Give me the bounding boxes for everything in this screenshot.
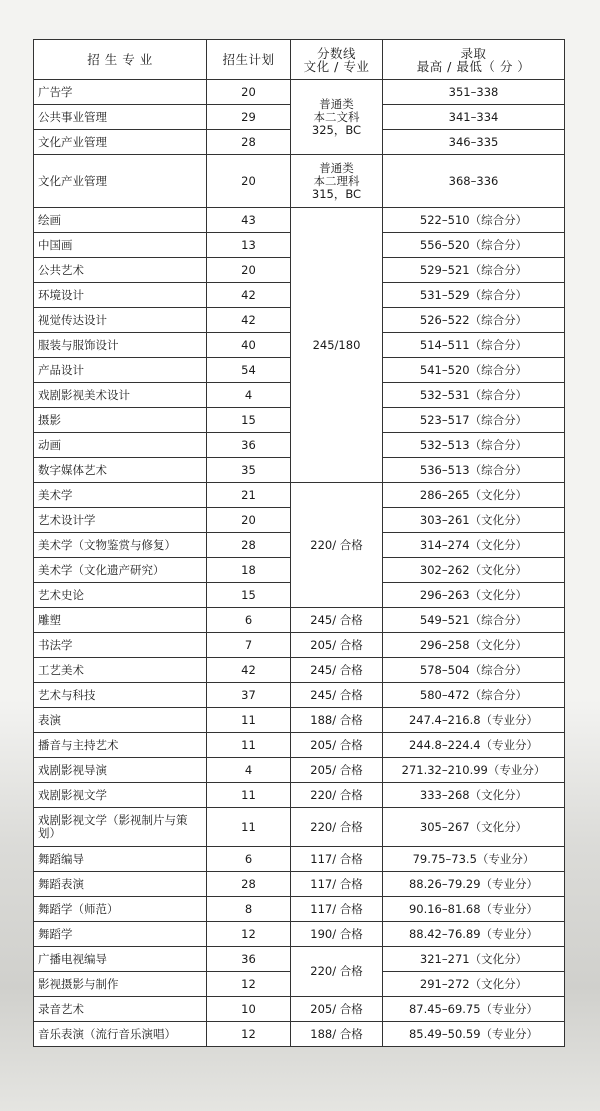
- table-row: [34, 872, 565, 897]
- score-cell: 87.45–69.75（专业分）: [383, 997, 565, 1022]
- line-cell: 205/ 合格: [291, 758, 383, 783]
- score-cell: 556–520（综合分）: [383, 233, 565, 258]
- plan-cell: 15: [207, 408, 291, 433]
- plan-cell: 12: [207, 1022, 291, 1047]
- score-cell: 532–531（综合分）: [383, 383, 565, 408]
- plan-cell: 4: [207, 758, 291, 783]
- score-cell: 526–522（综合分）: [383, 308, 565, 333]
- header-score-2: 最高 / 最低（ 分 ）: [416, 58, 531, 74]
- major-cell: 艺术史论: [34, 583, 207, 608]
- major-cell: 舞蹈学: [34, 922, 207, 947]
- score-cell: 351–338: [383, 80, 565, 105]
- plan-cell: 28: [207, 533, 291, 558]
- score-cell: 578–504（综合分）: [383, 658, 565, 683]
- major-cell: 公共艺术: [34, 258, 207, 283]
- score-cell: 549–521（综合分）: [383, 608, 565, 633]
- plan-cell: 18: [207, 558, 291, 583]
- major-cell: 舞蹈编导: [34, 847, 207, 872]
- score-line-wenke: [291, 80, 383, 155]
- plan-cell: 42: [207, 658, 291, 683]
- plan-cell: 12: [207, 922, 291, 947]
- plan-cell: 4: [207, 383, 291, 408]
- plan-cell: 7: [207, 633, 291, 658]
- line-wenke-1: 普通类: [319, 96, 354, 111]
- line-cell: 245/ 合格: [291, 658, 383, 683]
- score-cell: 536–513（综合分）: [383, 458, 565, 483]
- score-cell: 302–262（文化分）: [383, 558, 565, 583]
- line-cell: 220/ 合格: [291, 808, 383, 847]
- plan-cell: 21: [207, 483, 291, 508]
- score-cell: 296–258（文化分）: [383, 633, 565, 658]
- plan-cell: 20: [207, 155, 291, 208]
- major-cell: 美术学（文物鉴赏与修复）: [34, 533, 207, 558]
- major-cell: 工艺美术: [34, 658, 207, 683]
- header-score: [383, 40, 565, 80]
- table-row: [34, 683, 565, 708]
- major-cell: 舞蹈学（师范）: [34, 897, 207, 922]
- major-cell: 戏剧影视文学: [34, 783, 207, 808]
- line-like-3: 315，BC: [311, 186, 362, 201]
- plan-cell: 20: [207, 258, 291, 283]
- table-row: [34, 208, 565, 233]
- major-cell: 艺术与科技: [34, 683, 207, 708]
- score-cell: 291–272（文化分）: [383, 972, 565, 997]
- score-cell: 532–513（综合分）: [383, 433, 565, 458]
- score-line-broadcast: 220/ 合格: [291, 947, 383, 997]
- plan-cell: 11: [207, 808, 291, 847]
- line-cell: 205/ 合格: [291, 997, 383, 1022]
- major-cell: 舞蹈表演: [34, 872, 207, 897]
- score-cell: 247.4–216.8（专业分）: [383, 708, 565, 733]
- line-cell: 190/ 合格: [291, 922, 383, 947]
- major-cell: 摄影: [34, 408, 207, 433]
- header-line: [291, 40, 383, 80]
- table-row: [34, 155, 565, 208]
- table-row: [34, 783, 565, 808]
- table-row: [34, 758, 565, 783]
- score-cell: 523–517（综合分）: [383, 408, 565, 433]
- table-row: [34, 1022, 565, 1047]
- score-cell: 305–267（文化分）: [383, 808, 565, 847]
- plan-cell: 42: [207, 308, 291, 333]
- table-row: [34, 708, 565, 733]
- plan-cell: 8: [207, 897, 291, 922]
- table-row: [34, 483, 565, 508]
- plan-cell: 36: [207, 947, 291, 972]
- plan-cell: 20: [207, 508, 291, 533]
- major-cell: 公共事业管理: [34, 105, 207, 130]
- plan-cell: 10: [207, 997, 291, 1022]
- major-cell: 动画: [34, 433, 207, 458]
- line-cell: 117/ 合格: [291, 872, 383, 897]
- line-wenke-3: 325，BC: [311, 122, 362, 137]
- major-cell: 美术学（文化遗产研究）: [34, 558, 207, 583]
- score-cell: 90.16–81.68（专业分）: [383, 897, 565, 922]
- line-cell: 205/ 合格: [291, 733, 383, 758]
- score-cell: 79.75–73.5（专业分）: [383, 847, 565, 872]
- table-row: [34, 947, 565, 972]
- plan-cell: 6: [207, 608, 291, 633]
- header-line-1: 分数线: [316, 45, 356, 61]
- score-cell: 341–334: [383, 105, 565, 130]
- table-row: [34, 847, 565, 872]
- plan-cell: 6: [207, 847, 291, 872]
- major-cell: 雕塑: [34, 608, 207, 633]
- plan-cell: 37: [207, 683, 291, 708]
- line-wenke-2: 本二文科: [313, 109, 360, 124]
- major-cell: 中国画: [34, 233, 207, 258]
- major-cell: 艺术设计学: [34, 508, 207, 533]
- score-line-art-zonghe: 245/180: [291, 208, 383, 483]
- plan-cell: 15: [207, 583, 291, 608]
- major-cell: 表演: [34, 708, 207, 733]
- score-cell: 85.49–50.59（专业分）: [383, 1022, 565, 1047]
- line-cell: 245/ 合格: [291, 683, 383, 708]
- major-cell: 戏剧影视美术设计: [34, 383, 207, 408]
- major-cell: 产品设计: [34, 358, 207, 383]
- line-cell: 117/ 合格: [291, 847, 383, 872]
- admission-table: [33, 39, 565, 1047]
- plan-cell: 35: [207, 458, 291, 483]
- major-cell: 文化产业管理: [34, 155, 207, 208]
- major-cell: 数字媒体艺术: [34, 458, 207, 483]
- score-cell: 368–336: [383, 155, 565, 208]
- plan-cell: 12: [207, 972, 291, 997]
- score-cell: 580–472（综合分）: [383, 683, 565, 708]
- plan-cell: 28: [207, 872, 291, 897]
- score-cell: 522–510（综合分）: [383, 208, 565, 233]
- score-line-like: [291, 155, 383, 208]
- score-cell: 244.8–224.4（专业分）: [383, 733, 565, 758]
- major-cell: 戏剧影视文学（影视制片与策划）: [34, 808, 207, 847]
- score-cell: 271.32–210.99（专业分）: [383, 758, 565, 783]
- header-line-2: 文化 / 专业: [303, 58, 370, 74]
- score-cell: 303–261（文化分）: [383, 508, 565, 533]
- plan-cell: 42: [207, 283, 291, 308]
- major-cell: 播音与主持艺术: [34, 733, 207, 758]
- major-cell: 音乐表演（流行音乐演唱）: [34, 1022, 207, 1047]
- table-row: [34, 808, 565, 847]
- table-row: [34, 608, 565, 633]
- plan-cell: 40: [207, 333, 291, 358]
- line-cell: 220/ 合格: [291, 783, 383, 808]
- line-cell: 245/ 合格: [291, 608, 383, 633]
- plan-cell: 29: [207, 105, 291, 130]
- score-cell: 296–263（文化分）: [383, 583, 565, 608]
- plan-cell: 20: [207, 80, 291, 105]
- plan-cell: 36: [207, 433, 291, 458]
- major-cell: 影视摄影与制作: [34, 972, 207, 997]
- plan-cell: 11: [207, 783, 291, 808]
- table-row: [34, 997, 565, 1022]
- score-cell: 333–268（文化分）: [383, 783, 565, 808]
- line-like-2: 本二理科: [313, 173, 360, 188]
- table-row: [34, 733, 565, 758]
- major-cell: 环境设计: [34, 283, 207, 308]
- plan-cell: 11: [207, 733, 291, 758]
- score-cell: 529–521（综合分）: [383, 258, 565, 283]
- major-cell: 美术学: [34, 483, 207, 508]
- table-row: [34, 80, 565, 105]
- header-major: 招 生 专 业: [34, 40, 207, 80]
- line-cell: 205/ 合格: [291, 633, 383, 658]
- table-header-row: [34, 40, 565, 80]
- line-cell: 188/ 合格: [291, 708, 383, 733]
- score-cell: 321–271（文化分）: [383, 947, 565, 972]
- table-row: [34, 633, 565, 658]
- line-like-1: 普通类: [319, 160, 354, 175]
- line-cell: 117/ 合格: [291, 897, 383, 922]
- header-score-1: 录取: [460, 45, 487, 61]
- major-cell: 视觉传达设计: [34, 308, 207, 333]
- score-cell: 88.26–79.29（专业分）: [383, 872, 565, 897]
- score-cell: 286–265（文化分）: [383, 483, 565, 508]
- score-cell: 514–511（综合分）: [383, 333, 565, 358]
- major-cell: 录音艺术: [34, 997, 207, 1022]
- score-cell: 314–274（文化分）: [383, 533, 565, 558]
- score-line-art-wenhua: 220/ 合格: [291, 483, 383, 608]
- table-row: [34, 658, 565, 683]
- major-cell: 书法学: [34, 633, 207, 658]
- plan-cell: 13: [207, 233, 291, 258]
- major-cell: 绘画: [34, 208, 207, 233]
- major-cell: 服装与服饰设计: [34, 333, 207, 358]
- plan-cell: 11: [207, 708, 291, 733]
- major-cell: 戏剧影视导演: [34, 758, 207, 783]
- table-row: [34, 897, 565, 922]
- major-cell: 文化产业管理: [34, 130, 207, 155]
- line-cell: 188/ 合格: [291, 1022, 383, 1047]
- plan-cell: 54: [207, 358, 291, 383]
- major-cell: 广告学: [34, 80, 207, 105]
- major-cell: 广播电视编导: [34, 947, 207, 972]
- table-row: [34, 922, 565, 947]
- header-plan: 招生计划: [207, 40, 291, 80]
- plan-cell: 28: [207, 130, 291, 155]
- plan-cell: 43: [207, 208, 291, 233]
- score-cell: 531–529（综合分）: [383, 283, 565, 308]
- score-cell: 541–520（综合分）: [383, 358, 565, 383]
- score-cell: 88.42–76.89（专业分）: [383, 922, 565, 947]
- score-cell: 346–335: [383, 130, 565, 155]
